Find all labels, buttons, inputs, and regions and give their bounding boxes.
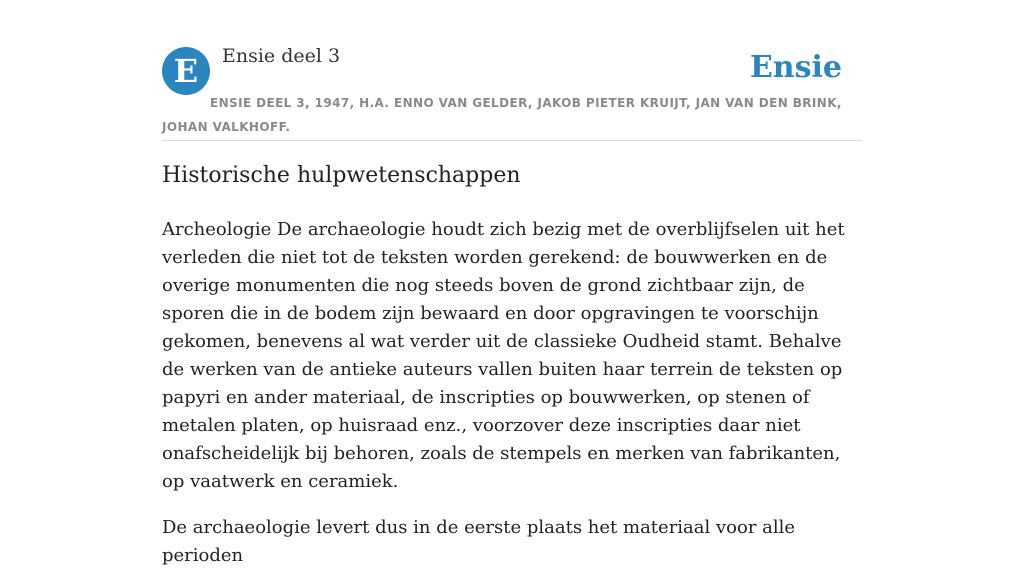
article-page xyxy=(162,0,862,566)
article-body xyxy=(162,216,862,588)
paragraph: Archeologie De archaeologie houdt zich bezig met de overblijfselen uit het verleden die niet tot de teksten worden gerekend: de bouwwerken en de overige monumenten die nog steeds boven de grond zichtbaar zijn, de sporen die in de bodem zijn bewaard en door opgravingen te voorschijn gekomen, benevens al wat verder uit de classieke Oudheid stamt. Behalve de werken van de antieke auteurs vallen buiten haar terrein de teksten op papyri en ander materiaal, de inscripties op bouwwerken, op stenen of metalen platen, op huisraad enz., voorzover deze inscripties daar niet onafscheidelijk bij behoren, zoals de stempels en merken van fabrikanten, op vaatwerk en ceramiek. xyxy=(162,219,845,492)
paragraph: De archaeologie levert dus in de eerste plaats het materiaal voor alle perioden xyxy=(162,517,796,566)
series-title[interactable]: Ensie deel 3 xyxy=(222,45,341,67)
brand-logo[interactable]: Ensie xyxy=(749,50,842,85)
page-title: Historische hulpwetenschappen xyxy=(162,163,521,188)
source-meta: ENSIE DEEL 3, 1947, H.A. ENNO VAN GELDER, JAKOB PIETER KRUIJT, JAN VAN DEN BRINK, JOHAN VALKHOFF. xyxy=(162,96,842,134)
ensie-logo-icon[interactable]: E xyxy=(162,47,210,95)
header xyxy=(162,0,862,141)
